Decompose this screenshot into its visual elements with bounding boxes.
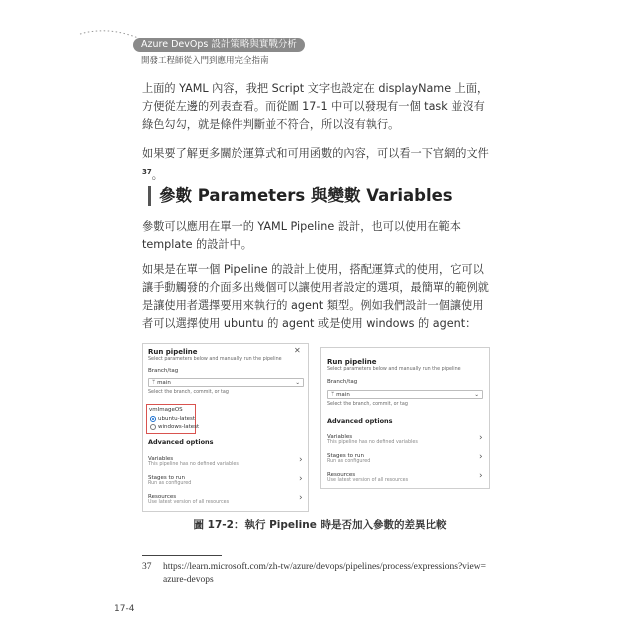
- footnote-number: 37: [142, 562, 152, 572]
- panel-description: Select parameters below and manually run the pipeline: [148, 357, 282, 362]
- resources-subtitle: Use latest version of all resources: [148, 500, 230, 505]
- footnote-divider: [142, 555, 222, 556]
- radio-windows[interactable]: [150, 424, 156, 430]
- page-number: 17-4: [114, 604, 135, 614]
- section-heading: 參數 Parameters 與變數 Variables: [148, 186, 453, 206]
- branch-value: main: [336, 392, 350, 398]
- chevron-down-icon: ⌄: [474, 392, 479, 398]
- branch-icon: ᛘ: [331, 392, 335, 398]
- branch-icon: ᛘ: [152, 380, 156, 386]
- variables-subtitle: This pipeline has no defined variables: [148, 462, 239, 467]
- advanced-options-heading: Advanced options: [327, 417, 393, 425]
- variables-title: Variables: [327, 434, 353, 440]
- figure-caption: 圖 17-2：執行 Pipeline 時是否加入參數的差異比較: [193, 519, 447, 531]
- stages-subtitle: Run as configured: [148, 481, 192, 486]
- paragraph-parameters-example: 如果是在單一個 Pipeline 的設計上使用，搭配運算式的使用，它可以讓手動觸發的介面多出幾個可以讓使用者設定的選項，最簡單的範例就是讓使用者選擇要用來執行的 agent 類型。例如我們設計一個讓使用者可以選擇使用 ubuntu 的 agent 或是使用 windows 的 agent：: [142, 263, 489, 330]
- panel-title: Run pipeline: [327, 358, 377, 366]
- variables-subtitle: This pipeline has no defined variables: [327, 440, 418, 445]
- branch-hint: Select the branch, commit, or tag: [148, 390, 229, 395]
- paragraph-expressions-text: 如果要了解更多關於運算式和可用函數的內容，可以看一下官網的文件: [142, 147, 489, 160]
- book-subtitle: 開發工程師從入門到應用完全指南: [141, 56, 269, 66]
- paragraph-expressions-end: 。: [151, 168, 163, 182]
- panel-description: Select parameters below and manually run the pipeline: [327, 367, 461, 372]
- advanced-options-heading: Advanced options: [148, 438, 214, 446]
- chevron-down-icon: ⌄: [295, 380, 300, 386]
- option-windows: windows-latest: [158, 424, 200, 430]
- branch-label: Branch/tag: [327, 379, 358, 385]
- chevron-right-icon: ›: [299, 455, 303, 465]
- chevron-right-icon: ›: [479, 433, 483, 443]
- resources-title: Resources: [148, 494, 177, 500]
- run-pipeline-panel-with-params: [142, 343, 309, 512]
- radio-ubuntu[interactable]: [150, 416, 156, 422]
- resources-title: Resources: [327, 472, 356, 478]
- footnote: [142, 561, 502, 587]
- chevron-right-icon: ›: [299, 493, 303, 503]
- run-pipeline-panel-without-params: [320, 347, 490, 489]
- branch-select[interactable]: [327, 390, 483, 399]
- stages-subtitle: Run as configured: [327, 459, 371, 464]
- branch-select[interactable]: [148, 378, 304, 387]
- paragraph-parameters-intro: 參數可以應用在單一的 YAML Pipeline 設計，也可以使用在範本 template 的設計中。: [142, 220, 461, 251]
- variables-title: Variables: [148, 456, 174, 462]
- footnote-line-1: [142, 561, 502, 574]
- parameter-label: vmImageOS: [149, 407, 183, 413]
- chevron-right-icon: ›: [479, 452, 483, 462]
- paragraph-yaml-content: 上面的 YAML 內容，我把 Script 文字也設定在 displayName 上面，方便從左邊的列表查看。而從圖 17-1 中可以發現有一個 task 並沒有綠色勾勾，就是條件判斷並不符合，所以沒有執行。: [142, 82, 489, 131]
- stages-title: Stages to run: [148, 475, 186, 481]
- book-title-badge: Azure DevOps 設計策略與實戰分析: [133, 38, 305, 52]
- branch-hint: Select the branch, commit, or tag: [327, 402, 408, 407]
- branch-label: Branch/tag: [148, 368, 179, 374]
- resources-subtitle: Use latest version of all resources: [327, 478, 409, 483]
- chevron-right-icon: ›: [299, 474, 303, 484]
- stages-title: Stages to run: [327, 453, 365, 459]
- close-icon[interactable]: ✕: [294, 346, 301, 355]
- footnote-url-part1[interactable]: https://learn.microsoft.com/zh-tw/azure/devops/pipelines/process/expressions?view=: [163, 562, 486, 572]
- option-ubuntu: ubuntu-latest: [158, 416, 196, 422]
- chevron-right-icon: ›: [479, 471, 483, 481]
- paragraph-expressions: [142, 145, 492, 185]
- panel-title: Run pipeline: [148, 348, 198, 356]
- branch-value: main: [157, 380, 171, 386]
- footnote-ref[interactable]: 37: [142, 168, 152, 176]
- footnote-url-part2[interactable]: azure-devops: [163, 575, 214, 585]
